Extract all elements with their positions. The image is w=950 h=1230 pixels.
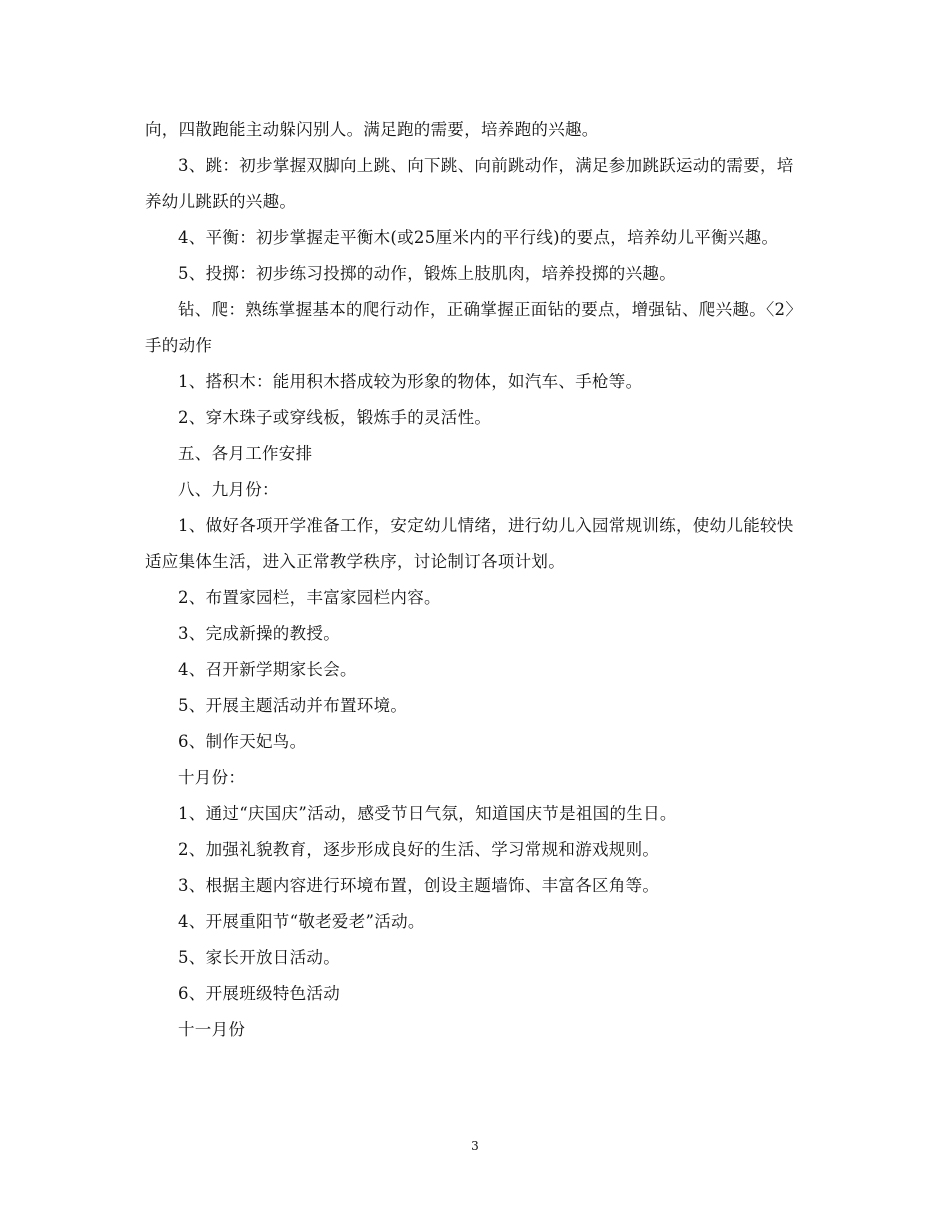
month-heading: 十月份： xyxy=(178,768,246,787)
section-heading: 五、各月工作安排 xyxy=(178,444,313,463)
paragraph: 5、家长开放日活动。 xyxy=(178,948,340,967)
paragraph: 5、投掷：初步练习投掷的动作，锻炼上肢肌肉，培养投掷的兴趣。 xyxy=(178,264,676,283)
month-heading: 八、九月份： xyxy=(178,480,279,499)
paragraph: 3、根据主题内容进行环境布置，创设主题墙饰、丰富各区角等。 xyxy=(178,876,660,895)
document-body xyxy=(145,112,807,1048)
paragraph: 向，四散跑能主动躲闪别人。满足跑的需要，培养跑的兴趣。 xyxy=(145,120,599,139)
month-heading: 十一月份 xyxy=(178,1020,246,1039)
paragraph: 4、开展重阳节“敬老爱老”活动。 xyxy=(178,912,425,931)
paragraph: 3、跳：初步掌握双脚向上跳、向下跳、向前跳动作，满足参加跳跃运动的需要，培养幼儿跳跃的兴趣。 xyxy=(145,156,794,211)
paragraph: 2、布置家园栏，丰富家园栏内容。 xyxy=(178,588,441,607)
paragraph: 5、开展主题活动并布置环境。 xyxy=(178,696,408,715)
paragraph: 4、召开新学期家长会。 xyxy=(178,660,357,679)
paragraph: 1、做好各项开学准备工作，安定幼儿情绪，进行幼儿入园常规训练，使幼儿能较快适应集体生活，进入正常教学秩序，讨论制订各项计划。 xyxy=(145,516,794,571)
paragraph: 1、通过“庆国庆”活动，感受节日气氛，知道国庆节是祖国的生日。 xyxy=(178,804,677,823)
paragraph: 钻、爬：熟练掌握基本的爬行动作，正确掌握正面钻的要点，增强钻、爬兴趣。〈2〉手的动作 xyxy=(145,300,803,355)
page-number: 3 xyxy=(471,1139,479,1153)
paragraph: 6、制作天妃鸟。 xyxy=(178,732,307,751)
paragraph: 2、加强礼貌教育，逐步形成良好的生活、学习常规和游戏规则。 xyxy=(178,840,660,859)
paragraph: 2、穿木珠子或穿线板，锻炼手的灵活性。 xyxy=(178,408,492,427)
paragraph: 4、平衡：初步掌握走平衡木(或25厘米内的平行线)的要点，培养幼儿平衡兴趣。 xyxy=(178,228,779,247)
paragraph: 6、开展班级特色活动 xyxy=(178,984,340,1003)
paragraph: 1、搭积木：能用积木搭成较为形象的物体，如汽车、手枪等。 xyxy=(178,372,643,391)
paragraph: 3、完成新操的教授。 xyxy=(178,624,340,643)
